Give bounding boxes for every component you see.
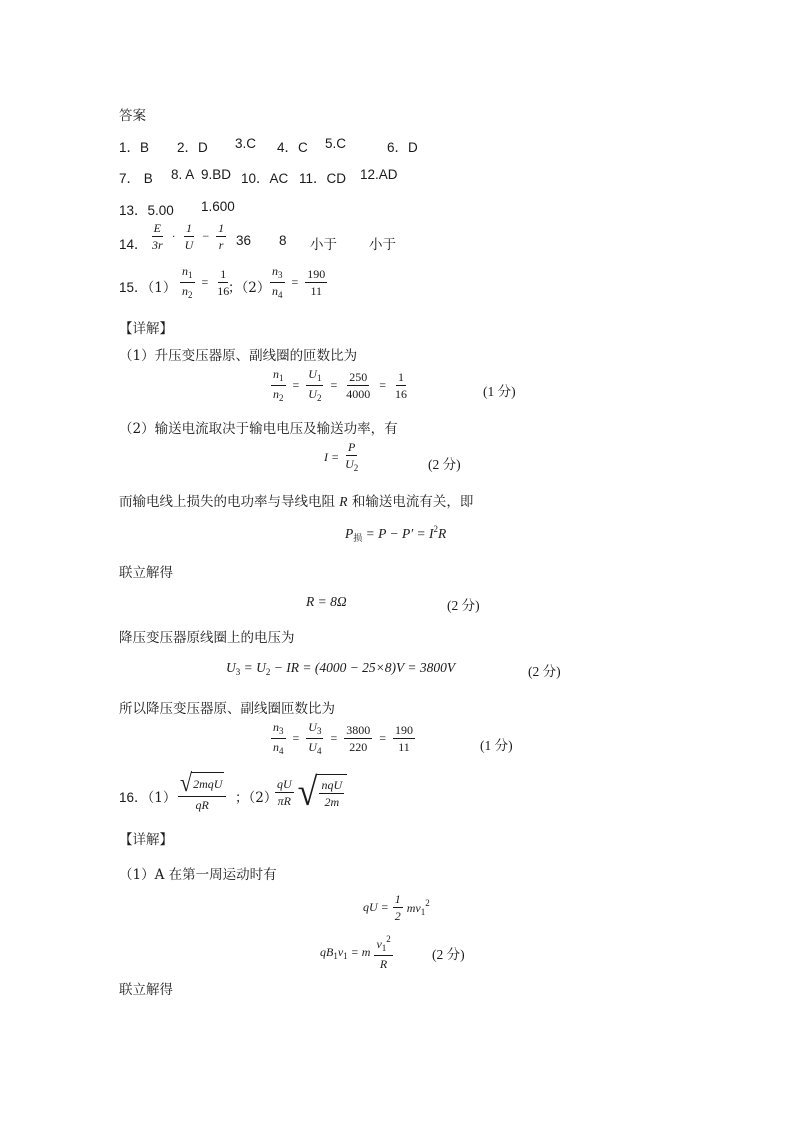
q14-value-1: 36 xyxy=(236,233,252,248)
q15-detail-p1: （1）升压变压器原、副线圈的匝数比为 xyxy=(119,348,358,364)
q15-detail-p5: 降压变压器原线圈上的电压为 xyxy=(119,630,295,646)
q15-ratio-2: $\frac{n_3}{n_4}$ = $\frac{190}{11}$ xyxy=(272,264,326,300)
answer-13 xyxy=(119,199,235,219)
q15-label: 15． xyxy=(119,280,148,295)
q16-score-1: (2 分) xyxy=(432,947,465,962)
q15-detail-eq1: $\frac{n_1}{n_2}$ = $\frac{U_1}{U_2}$ = $\frac{250}{4000}$ = $\frac{1}{16}$ xyxy=(273,367,408,403)
answer-2: 2．D xyxy=(177,140,208,155)
answer-8: 8. A xyxy=(171,167,195,182)
q15-part1: （1） xyxy=(147,280,177,296)
q15-score-4: (2 分) xyxy=(447,598,480,613)
detail-heading-16: 【详解】 xyxy=(119,832,173,848)
answer-3: 3.C xyxy=(235,136,257,151)
answer-4: 4．C xyxy=(277,140,308,155)
q15-detail-p2: （2）输送电流取决于输电电压及输送功率，有 xyxy=(119,421,398,437)
q15-detail-eq3: $P_损 = P - P' = I^2R$ xyxy=(345,524,447,543)
q15-score-6: (1 分) xyxy=(480,738,513,753)
q16-part2: （2） xyxy=(248,790,278,806)
detail-heading-15: 【详解】 xyxy=(119,321,173,337)
q15-detail-p3: 而输电线上损失的电功率与导线电阻 R 和输送电流有关，即 xyxy=(119,494,474,510)
page-title: 答案 xyxy=(119,108,146,124)
q15-detail-eq4: R = 8Ω xyxy=(306,594,347,609)
q16-part1: （1） xyxy=(147,790,177,806)
q15-detail-p4: 联立解得 xyxy=(119,565,173,581)
q14-label: 14． xyxy=(119,237,148,252)
q14-value-4: 小于 xyxy=(369,237,396,253)
answer-1: 1．B xyxy=(119,140,150,155)
answer-5: 5.C xyxy=(325,136,347,151)
answer-12: 12.AD xyxy=(360,167,398,182)
q15-part2: （2） xyxy=(241,280,271,296)
answer-6: 6．D xyxy=(387,140,418,155)
q15-score-1: (1 分) xyxy=(483,384,516,399)
q15-detail-eq5: $U_3 = U_2$ − IR = (4000 − 25×8)V = 3800V xyxy=(226,660,456,677)
q16-detail-p2: 联立解得 xyxy=(119,982,173,998)
q16-label: 16． xyxy=(119,790,148,805)
answer-10: 10．AC xyxy=(241,171,289,186)
q16-separator: ； xyxy=(235,790,249,806)
answer-9: 9.BD xyxy=(201,167,232,182)
q15-score-5: (2 分) xyxy=(528,664,561,679)
q15-detail-eq2: I = $\frac{P}{U_2}$ xyxy=(324,440,359,473)
q13-value-1: 5.00 xyxy=(147,203,174,218)
answer-11: 11．CD xyxy=(299,171,347,186)
q14-value-2: 8 xyxy=(279,233,287,248)
q15-ratio-1: $\frac{n_1}{n_2}$ = $\frac{1}{16}$ xyxy=(182,264,230,300)
q15-score-2: (2 分) xyxy=(428,457,461,472)
q14-formula: $\frac{E}{3r}$ · $\frac{1}{U}$ − $\frac{1}{r}$ xyxy=(152,221,225,252)
answer-7: 7． B xyxy=(119,171,153,186)
q13-value-2: 1.600 xyxy=(201,199,235,214)
q16-detail-eq2: $qB_1v_1$ = m $\frac{v_1^2}{R}$ xyxy=(320,934,391,971)
q16-answer-1: √ 2mqU qR xyxy=(177,772,227,811)
q13-label: 13． xyxy=(119,203,148,218)
q14-value-3: 小于 xyxy=(310,237,337,253)
q15-detail-eq6: $\frac{n_3}{n_4}$ = $\frac{U_3}{U_4}$ = $\frac{3800}{220}$ = $\frac{190}{11}$ xyxy=(273,720,414,756)
q16-answer-2: $\frac{qU}{\pi R}$ √ $\frac{\text{nqU}}{2m}$ xyxy=(274,774,347,810)
q16-detail-p1: （1）A 在第一周运动时有 xyxy=(119,867,277,883)
q15-separator: ； xyxy=(228,280,242,296)
q16-detail-eq1: qU = $\frac{1}{2}$ $mv_1^2$ xyxy=(363,892,430,923)
q15-detail-p6: 所以降压变压器原、副线圈匝数比为 xyxy=(119,701,335,717)
